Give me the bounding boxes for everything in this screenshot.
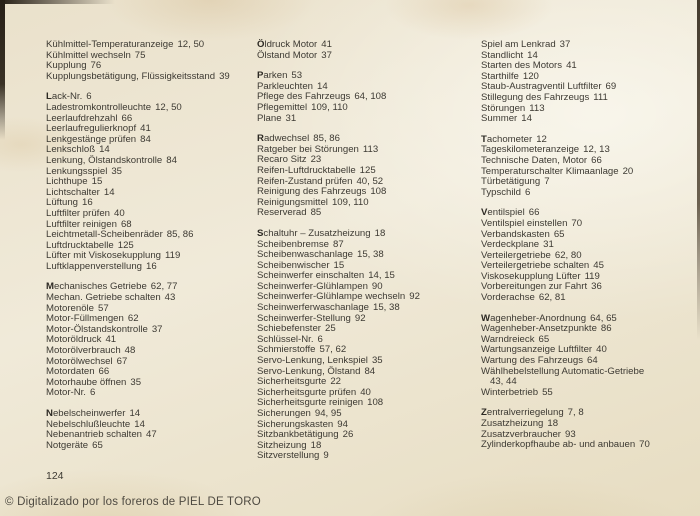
index-entry-pages: 93	[564, 428, 576, 440]
index-entry-term: Reserverad	[257, 207, 307, 219]
index-entry-pages: 109, 110	[311, 101, 348, 113]
index-entry-term: Vorbereitungen zur Fahrt	[481, 281, 588, 293]
index-entry-term: Lenkung, Ölstandskontrolle	[46, 154, 163, 166]
index-entry-pages: 40	[114, 207, 125, 219]
index-entry-pages: 66	[591, 154, 602, 166]
index-entry-term: Motoröldruck	[46, 334, 102, 346]
index-entry-pages: 69	[605, 81, 617, 93]
index-column-3	[481, 40, 696, 461]
index-entry-pages: 94, 95	[314, 408, 342, 419]
index-entry	[46, 72, 261, 83]
index-entry-pages: 36	[591, 281, 602, 293]
index-entry-term: Parkleuchten	[257, 80, 313, 92]
index-entry-term: Sicherheitsgurte prüfen	[257, 386, 357, 398]
index-entry-term: Leichtmetall-Scheibenräder	[46, 229, 163, 241]
index-entry-pages: 62, 77	[150, 281, 178, 293]
index-entry-pages: 66	[121, 112, 133, 124]
index-entry-term: Sitzverstellung	[257, 450, 320, 462]
index-entry-pages: 18	[547, 418, 559, 429]
index-entry-pages: 15	[333, 259, 345, 271]
index-entry	[481, 367, 696, 388]
index-entry-pages: 86	[600, 323, 612, 335]
index-entry-term: Temperaturschalter Klimaanlage	[481, 165, 619, 177]
index-group	[257, 40, 472, 61]
index-entry-pages: 90	[371, 280, 383, 292]
index-entry-term: Scheibenbremse	[257, 238, 329, 250]
index-group	[481, 314, 696, 399]
index-entry-term: Schlüssel-Nr.	[257, 333, 314, 345]
index-entry-pages: 85, 86	[166, 229, 194, 241]
index-entry-term: Scheinwerfer einschalten	[257, 270, 365, 282]
index-entry-pages: 64, 65	[590, 312, 617, 324]
index-group	[46, 409, 261, 451]
index-entry-pages: 9	[323, 450, 329, 462]
index-column-2	[257, 40, 472, 472]
index-entry-term: Scheinwerfer-Glühlampe wechseln	[257, 291, 406, 303]
index-entry	[257, 103, 472, 114]
index-entry-pages: 113	[529, 102, 545, 114]
index-entry-pages: 37	[151, 323, 163, 335]
index-entry-pages: 6	[86, 91, 92, 103]
index-entry-pages: 40	[360, 386, 371, 398]
index-entry-term: Wählhebelstellung Automatic-Getriebe	[481, 365, 645, 377]
index-entry-pages: 119	[165, 250, 181, 262]
index-group	[481, 135, 696, 199]
index-entry-pages: 39	[219, 70, 230, 82]
index-entry-term: Radwechsel	[257, 133, 310, 145]
index-entry-pages: 108	[367, 397, 384, 409]
index-entry-pages: 16	[146, 260, 157, 272]
index-entry-term: Nebenantrieb schalten	[46, 429, 143, 441]
index-entry-pages: 62, 80	[554, 249, 582, 261]
index-group	[257, 71, 472, 124]
index-entry-term: Vorderachse	[481, 292, 535, 304]
index-entry-pages: 43	[164, 292, 176, 304]
index-entry-term: Leerlaufregulierknopf	[46, 123, 137, 135]
index-entry-pages: 120	[522, 70, 539, 82]
index-entry-term: Lichthupe	[46, 176, 88, 188]
index-entry-pages: 14	[317, 80, 328, 92]
index-entry-term: Plane	[257, 112, 282, 124]
index-entry-term: Standlicht	[481, 49, 524, 61]
index-entry-pages: 14	[134, 418, 145, 430]
index-entry-term: Lichtschalter	[46, 186, 100, 198]
index-entry-term: Staub-Austragventil Luftfilter	[481, 81, 602, 93]
index-entry-term: Lüftung	[46, 197, 79, 209]
index-entry-pages: 41	[140, 123, 151, 135]
index-entry-term: Zylinderkopfhaube ab- und anbauen	[481, 439, 636, 451]
index-entry-term: Pflege des Fahrzeugs	[257, 91, 351, 103]
index-entry-pages: 7, 8	[567, 407, 584, 419]
index-entry-pages: 6	[89, 387, 96, 399]
index-entry-term: Motor-Ölstandskontrolle	[46, 323, 148, 335]
index-entry-pages: 25	[325, 323, 336, 335]
index-entry-pages: 125	[117, 239, 134, 251]
index-entry-term: Pflegemittel	[257, 101, 308, 113]
index-entry-term: Lüfter mit Viskosekupplung	[46, 250, 162, 262]
index-entry-pages: 55	[542, 386, 553, 398]
index-entry-pages: 67	[116, 355, 128, 367]
index-entry	[481, 114, 696, 125]
index-entry-term: Schiebefenster	[257, 323, 321, 335]
index-entry-pages: 84	[140, 133, 151, 145]
index-entry	[46, 388, 261, 399]
index-entry-pages: 12	[536, 133, 547, 145]
index-entry-term: Zusatzheizung	[481, 418, 544, 429]
index-entry-pages: 53	[291, 70, 303, 82]
index-entry-term: Motorhaube öffnen	[46, 376, 127, 388]
index-group	[481, 408, 696, 450]
index-entry-term: Luftdrucktabelle	[46, 239, 114, 251]
index-entry-term: Verdeckplane	[481, 239, 540, 251]
index-entry-pages: 109, 110	[331, 196, 369, 208]
index-entry-term: Winterbetrieb	[481, 386, 539, 398]
index-entry-pages: 12, 50	[155, 101, 182, 113]
index-entry-pages: 45	[593, 260, 604, 272]
index-entry-term: Technische Daten, Motor	[481, 154, 588, 166]
index-entry-pages: 94	[337, 418, 348, 430]
index-entry-pages: 111	[593, 91, 608, 103]
index-entry-term: Leerlaufdrehzahl	[46, 112, 118, 124]
index-entry-term: Sicherungskasten	[257, 418, 334, 430]
index-entry-pages: 40, 52	[356, 175, 384, 187]
index-entry	[481, 188, 696, 199]
index-entry-term: Verbandskasten	[481, 228, 550, 240]
index-entry-pages: 64	[587, 355, 598, 367]
index-entry-pages: 119	[584, 270, 600, 282]
index-entry-pages: 37	[559, 39, 571, 50]
index-entry-term: Sicherungen	[257, 408, 311, 419]
index-entry-pages: 41	[566, 60, 577, 72]
index-entry-term: Wartungsanzeige Luftfilter	[481, 344, 593, 356]
index-entry-pages: 14	[99, 144, 110, 156]
index-entry-term: Mechanisches Getriebe	[46, 281, 147, 293]
index-entry-pages: 92	[409, 291, 420, 303]
index-entry-term: Reifen-Luftdrucktabelle	[257, 164, 356, 176]
index-entry	[257, 208, 472, 219]
index-entry-pages: 75	[134, 49, 146, 61]
index-entry-term: Lenkungsspiel	[46, 165, 108, 177]
index-entry	[257, 51, 472, 62]
index-entry-term: Motor-Füllmengen	[46, 313, 124, 325]
index-group	[257, 229, 472, 462]
index-entry-term: Recaro Sitz	[257, 154, 307, 166]
index-entry	[257, 451, 472, 462]
index-entry-pages: 65	[553, 228, 565, 240]
index-entry-term: Parken	[257, 70, 288, 82]
index-group	[46, 92, 261, 272]
index-entry-pages: 66	[98, 366, 110, 378]
index-entry-pages: 92	[354, 312, 366, 324]
index-entry-pages: 6	[317, 333, 323, 345]
index-entry-term: Servo-Lenkung, Lenkspiel	[257, 355, 368, 367]
index-entry-term: Wagenheber-Ansetzpunkte	[481, 323, 597, 335]
index-entry-term: Verteilergetriebe schalten	[481, 260, 590, 272]
index-entry-term: Ventilspiel einstellen	[481, 217, 568, 229]
index-entry	[257, 114, 472, 125]
index-entry-pages: 85, 86	[313, 133, 340, 145]
index-entry-pages: 40	[596, 344, 607, 356]
index-group	[257, 134, 472, 219]
index-group	[481, 40, 696, 125]
index-entry-pages: 31	[543, 239, 554, 251]
index-entry-term: Kupplungsbetätigung, Flüssigkeitsstand	[46, 70, 216, 82]
index-entry-term: Typschild	[481, 186, 521, 198]
index-entry-term: Summer	[481, 113, 518, 125]
index-entry-pages: 65	[538, 333, 550, 345]
index-entry	[481, 388, 696, 399]
index-entry-pages: 87	[333, 238, 344, 250]
index-entry-term: Motorölverbrauch	[46, 345, 121, 357]
index-entry-pages: 43, 44	[490, 376, 517, 388]
index-entry-term: Servo-Lenkung, Ölstand	[257, 365, 361, 377]
index-entry-term: Scheibenwischer	[257, 259, 330, 271]
index-entry	[481, 293, 696, 304]
index-entry-pages: 70	[571, 217, 583, 229]
index-entry-term: Wagenheber-Anordnung	[481, 312, 587, 324]
index-entry-term: Spiel am Lenkrad	[481, 39, 556, 50]
index-entry-pages: 14	[527, 49, 538, 61]
index-entry-term: Schaltuhr – Zusatzheizung	[257, 227, 371, 239]
index-entry-term: Störungen	[481, 102, 526, 114]
scan-edge-left	[0, 0, 5, 140]
index-entry-term: Ölstand Motor	[257, 49, 318, 61]
index-entry	[46, 441, 261, 452]
index-entry-term: Reinigung des Fahrzeugs	[257, 186, 367, 198]
index-entry-term: Stillegung des Fahrzeugs	[481, 91, 590, 103]
index-entry-term: Ladestromkontrolleuchte	[46, 101, 152, 113]
index-entry-term: Starten des Motors	[481, 60, 563, 72]
index-entry-pages: 23	[310, 154, 322, 166]
index-entry-term: Scheinwerfer-Stellung	[257, 312, 351, 324]
index-entry	[46, 188, 261, 199]
index-entry-pages: 57, 62	[319, 344, 347, 356]
index-entry-pages: 48	[124, 345, 136, 357]
index-entry-term: Tageskilometeranzeige	[481, 144, 580, 156]
page-number: 124	[46, 470, 64, 482]
index-entry-pages: 31	[285, 112, 297, 124]
index-entry-pages: 12, 13	[583, 144, 610, 156]
index-entry-term: Motor-Nr.	[46, 387, 86, 399]
index-entry-term: Viskosekupplung Lüfter	[481, 270, 581, 282]
index-entry-term: Sicherheitsgurte	[257, 376, 327, 388]
index-entry-term: Ratgeber bei Störungen	[257, 143, 359, 155]
index-entry-term: Warndreieck	[481, 333, 535, 345]
index-entry-pages: 15	[91, 176, 103, 188]
index-entry-pages: 66	[528, 207, 540, 219]
index-entry-term: Kühlmittel wechseln	[46, 49, 131, 61]
index-entry-term: Lenkschloß	[46, 144, 96, 156]
index-entry-term: Lack-Nr.	[46, 91, 83, 103]
index-entry-term: Kühlmittel-Temperaturanzeige	[46, 39, 174, 50]
index-entry-pages: 22	[330, 376, 341, 388]
index-entry-term: Kupplung	[46, 60, 87, 72]
index-entry-term: Notgeräte	[46, 439, 89, 451]
index-entry-term: Scheinwerferwaschanlage	[257, 302, 369, 314]
index-entry-pages: 35	[130, 376, 142, 388]
index-entry-term: Tachometer	[481, 133, 533, 145]
index-entry-pages: 14	[129, 408, 141, 419]
index-entry-term: Schmierstoffe	[257, 344, 316, 356]
watermark-text: © Digitalizado por los foreros de PIEL DE TORO	[5, 496, 261, 508]
index-entry-term: Motordaten	[46, 366, 95, 378]
index-entry-pages: 62, 81	[538, 292, 566, 304]
index-entry-pages: 62	[127, 313, 139, 325]
index-entry-pages: 15, 38	[357, 249, 384, 261]
index-entry-term: Wartung des Fahrzeugs	[481, 355, 584, 367]
index-group	[481, 208, 696, 303]
index-entry-term: Sitzbankbetätigung	[257, 429, 339, 441]
index-entry-pages: 84	[166, 154, 177, 166]
index-entry-pages: 65	[92, 439, 103, 451]
index-entry-term: Sitzheizung	[257, 439, 307, 451]
index-entry-pages: 57	[98, 302, 109, 314]
index-entry-term: Motorenöle	[46, 302, 94, 314]
index-entry-term: Zentralverriegelung	[481, 407, 564, 419]
index-entry-pages: 18	[374, 227, 386, 239]
index-entry-pages: 16	[82, 197, 93, 209]
index-entry-pages: 12, 50	[177, 39, 205, 50]
index-entry-pages: 85	[310, 207, 322, 219]
index-entry-term: Öldruck Motor	[257, 39, 318, 50]
index-entry-term: Luftklappenverstellung	[46, 260, 143, 272]
index-entry-term: Sicherheitsgurte reinigen	[257, 397, 364, 409]
index-entry-pages: 125	[359, 164, 376, 176]
index-entry-term: Lenkgestänge prüfen	[46, 133, 137, 145]
index-entry-term: Scheibenwaschanlage	[257, 249, 354, 261]
index-entry-pages: 6	[525, 186, 531, 198]
index-entry-pages: 113	[362, 143, 379, 155]
index-column-1	[46, 40, 261, 461]
index-entry-pages: 108	[370, 186, 387, 198]
index-entry-pages: 37	[321, 49, 332, 61]
index-entry-pages: 84	[364, 365, 376, 377]
index-entry-pages: 35	[111, 165, 123, 177]
index-entry-term: Reifen-Zustand prüfen	[257, 175, 353, 187]
index-entry-pages: 14	[521, 113, 532, 125]
scan-edge-top	[0, 0, 115, 4]
index-entry-term: Ventilspiel	[481, 207, 525, 219]
index-entry-term: Türbetätigung	[481, 176, 541, 188]
index-entry-term: Nebelscheinwerfer	[46, 408, 126, 419]
index-group	[46, 40, 261, 82]
index-entry-pages: 20	[622, 165, 634, 177]
index-entry	[46, 262, 261, 273]
index-entry-pages: 41	[321, 39, 332, 50]
index-entry-pages: 47	[146, 429, 157, 441]
index-entry-pages: 70	[639, 439, 650, 451]
index-entry-pages: 64, 108	[354, 91, 387, 103]
index-entry-term: Zusatzverbraucher	[481, 428, 561, 440]
index-entry-pages: 14	[103, 186, 115, 198]
index-group	[46, 282, 261, 399]
index-entry-pages: 76	[90, 60, 102, 72]
index-entry-pages: 68	[120, 218, 132, 230]
index-entry-pages: 26	[342, 429, 354, 441]
index-entry-pages: 41	[105, 334, 117, 346]
index-entry-pages: 7	[544, 176, 550, 188]
index-entry-term: Mechan. Getriebe schalten	[46, 292, 161, 304]
index-entry	[481, 440, 696, 451]
index-entry-pages: 18	[310, 439, 322, 451]
index-entry-term: Luftfilter reinigen	[46, 218, 117, 230]
index-entry-term: Reinigungsmittel	[257, 196, 328, 208]
index-entry-term: Luftfilter prüfen	[46, 207, 110, 219]
index-entry-term: Motorölwechsel	[46, 355, 113, 367]
index-entry-pages: 15, 38	[373, 302, 400, 314]
index-entry-term: Starthilfe	[481, 70, 519, 82]
index-entry-term: Verteilergetriebe	[481, 249, 551, 261]
index-entry-term: Nebelschlußleuchte	[46, 418, 131, 430]
index-entry-pages: 14, 15	[368, 270, 395, 282]
index-entry-term: Scheinwerfer-Glühlampen	[257, 280, 368, 292]
index-entry-pages: 35	[371, 355, 383, 367]
